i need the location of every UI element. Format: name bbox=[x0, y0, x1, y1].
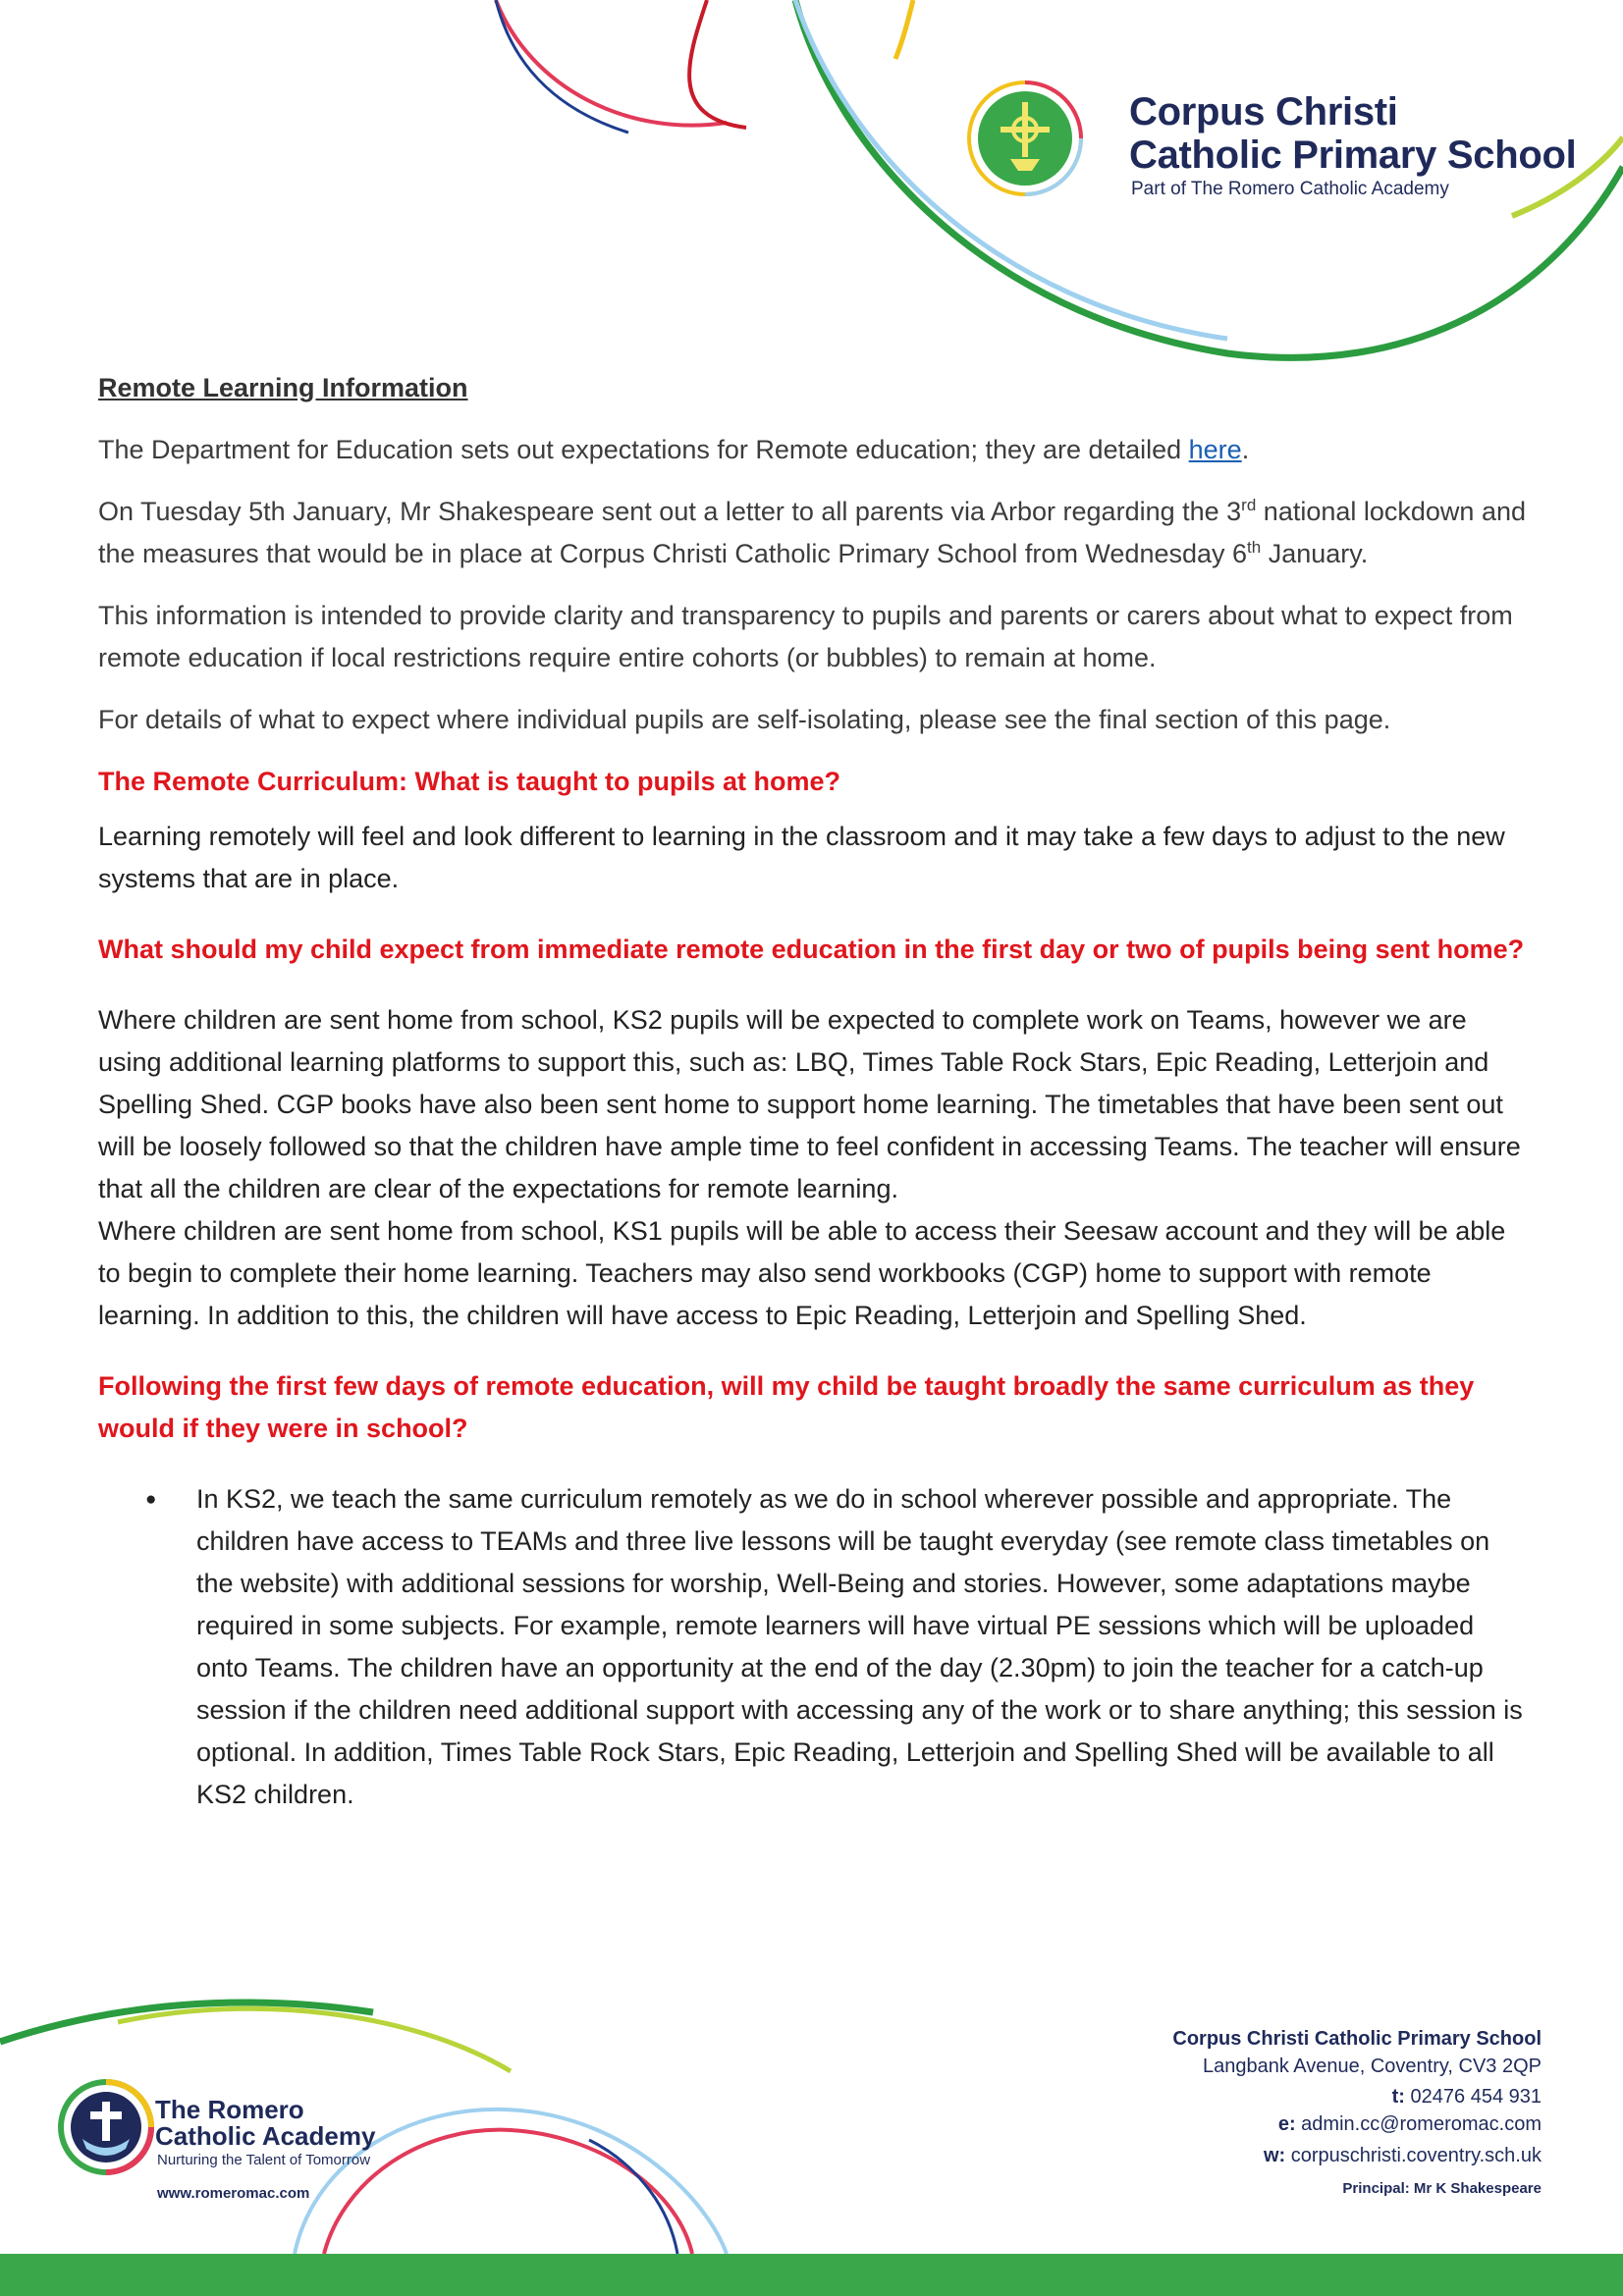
web-label: w: bbox=[1263, 2145, 1286, 2166]
list-item: ● In KS2, we teach the same curriculum remotely as we do in school wherever possible and appropriate. The children have access to TEAMs and three live lessons will be taught everyday (see remote class timetables on the website) with additional sessions for worship, Well-Being and stories. However, some adaptations maybe required in some subjects. For example, remote learners will have virtual PE sessions which will be uploaded onto Teams. The children have an opportunity at the end of the day (2.30pm) to join the teacher for a catch-up session if the children need additional support with accessing any of the work or to share anything; this session is optional. In addition, Times Table Rock Stars, Epic Reading, Letterjoin and Spelling Shed will be available to all KS2 children. bbox=[98, 1478, 1532, 1816]
ks1-paragraph: Where children are sent home from school, KS1 pupils will be able to access their Seesaw account and they will be able to begin to complete their home learning. Teachers may also send workbooks (CGP) home to support with remote learning. In addition to this, the children will have access to Epic Reading, Letterjoin and Spelling Shed. bbox=[98, 1216, 1506, 1330]
heading-immediate-education: What should my child expect from immediate remote education in the first day or two of pupils being sent home? bbox=[98, 934, 1525, 964]
intro-end: . bbox=[1241, 435, 1250, 464]
info-paragraph: This information is intended to provide clarity and transparency to pupils and parents or carers about what to expect from remote education if local restrictions require entire cohorts (or bubbles) to remain at home. bbox=[98, 601, 1513, 672]
letter-text-a: On Tuesday 5th January, Mr Shakespeare sent out a letter to all parents via Arbor regarding the 3 bbox=[98, 497, 1242, 526]
letter-sup-2: th bbox=[1247, 538, 1262, 557]
dfe-link[interactable]: here bbox=[1188, 435, 1242, 464]
web-value[interactable]: corpuschristi.coventry.sch.uk bbox=[1285, 2145, 1542, 2166]
school-subtitle: Part of The Romero Catholic Academy bbox=[1131, 179, 1449, 199]
academy-tagline: Nurturing the Talent of Tomorrow bbox=[157, 2152, 371, 2168]
academy-name-line1: The Romero bbox=[155, 2095, 304, 2124]
letter-paragraph bbox=[98, 491, 1532, 575]
document-body bbox=[98, 367, 1532, 1816]
school-name bbox=[1129, 90, 1576, 177]
letter-text-b: national lockdown and the measures that would be in place at Corpus Christi Catholic Primary School from Wednesday 6 bbox=[98, 497, 1526, 568]
school-name-line2: Catholic Primary School bbox=[1129, 133, 1577, 177]
tel-value: 02476 454 931 bbox=[1404, 2086, 1542, 2108]
details-paragraph: For details of what to expect where individual pupils are self-isolating, please see the final section of this page. bbox=[98, 705, 1391, 734]
page-title: Remote Learning Information bbox=[98, 373, 468, 402]
email-value[interactable]: admin.cc@romeromac.com bbox=[1295, 2113, 1542, 2135]
romero-academy-logo-icon bbox=[57, 2078, 155, 2176]
footer-website bbox=[1172, 2142, 1542, 2169]
email-label: e: bbox=[1277, 2113, 1296, 2135]
academy-url[interactable]: www.romeromac.com bbox=[157, 2185, 310, 2202]
tel-label: t: bbox=[1391, 2086, 1405, 2108]
footer-email bbox=[1172, 2110, 1542, 2138]
contact-block bbox=[1172, 2025, 1542, 2203]
footer-address: Langbank Avenue, Coventry, CV3 2QP bbox=[1202, 2056, 1542, 2077]
heading-remote-curriculum: The Remote Curriculum: What is taught to pupils at home? bbox=[98, 767, 841, 796]
school-crest-icon bbox=[967, 80, 1083, 196]
ks2-paragraph: Where children are sent home from school, KS2 pupils will be expected to complete work on Teams, however we are using additional learning platforms to support this, such as: LBQ, Times Table Rock Stars, Epic Reading, Letterjoin and Spelling Shed. CGP books have also been sent home to support home learning. The timetables that have been sent out will be loosely followed so that the children have ample time to feel confident in accessing Teams. The teacher will ensure that all the children are clear of the expectations for remote learning. bbox=[98, 1005, 1521, 1203]
academy-name bbox=[155, 2097, 375, 2150]
footer-school-name: Corpus Christi Catholic Primary School bbox=[1172, 2028, 1542, 2050]
letter-text-c: January. bbox=[1261, 539, 1369, 568]
footer-green-bar bbox=[0, 2254, 1623, 2296]
academy-name-line2: Catholic Academy bbox=[155, 2121, 376, 2151]
heading-following-days: Following the first few days of remote education, will my child be taught broadly the same curriculum as they would if they were in school? bbox=[98, 1371, 1475, 1443]
curriculum-bullet-list bbox=[98, 1478, 1532, 1816]
intro-text: The Department for Education sets out expectations for Remote education; they are detailed bbox=[98, 435, 1189, 464]
footer-principal: Principal: Mr K Shakespeare bbox=[1342, 2180, 1542, 2197]
curriculum-paragraph: Learning remotely will feel and look different to learning in the classroom and it may take a few days to adjust to the new systems that are in place. bbox=[98, 822, 1505, 893]
intro-paragraph bbox=[98, 429, 1532, 471]
footer-telephone bbox=[1172, 2083, 1542, 2110]
letter-sup-1: rd bbox=[1241, 496, 1257, 514]
school-name-line1: Corpus Christi bbox=[1129, 90, 1398, 133]
